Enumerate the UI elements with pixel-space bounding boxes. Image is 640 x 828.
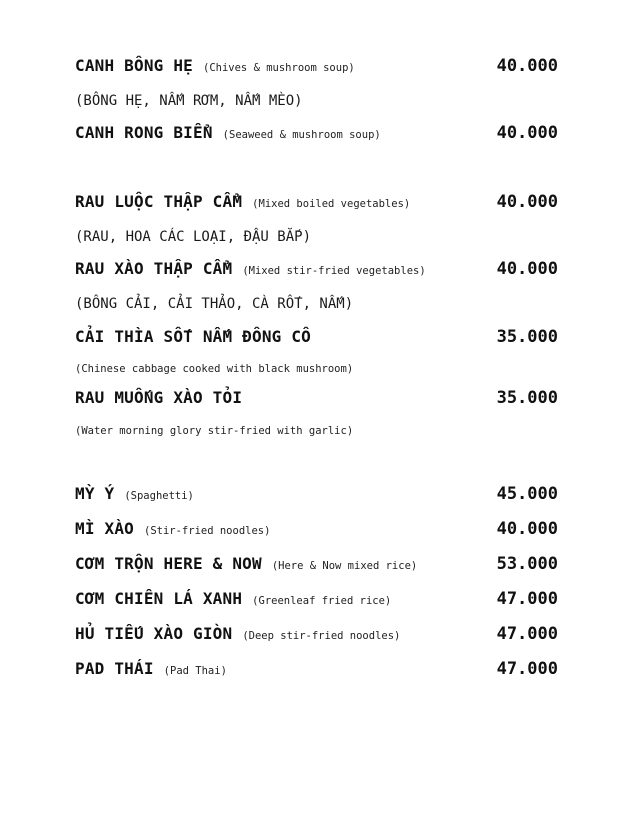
dish-english-name: (Greenleaf fried rice) (252, 595, 392, 607)
menu-item-rau-luoc-thap-cam (75, 192, 558, 216)
menu-item-com-tron-here-now (75, 554, 558, 578)
dish-name: CƠM CHIÊN LÁ XANH (75, 589, 243, 608)
menu-item-mi-xao (75, 519, 558, 543)
menu-item-my-y (75, 484, 558, 508)
dish-price: 40.000 (496, 259, 558, 279)
dish-price: 53.000 (496, 554, 558, 574)
dish-price: 40.000 (496, 123, 558, 143)
dish-ingredients: (BÔNG HẸ, NẤM RƠM, NẤM MÈO) (75, 93, 303, 109)
dish-english-description: (Water morning glory stir-fried with garlic) (75, 425, 354, 437)
dish-name: CƠM TRỘN HERE & NOW (75, 554, 262, 573)
dish-english-name: (Mixed stir-fried vegetables) (242, 265, 426, 277)
dish-name: MÌ XÀO (75, 519, 134, 538)
dish-english-name: (Here & Now mixed rice) (271, 560, 418, 572)
menu-item-canh-rong-bien (75, 123, 558, 147)
dish-english-description: (Chinese cabbage cooked with black mushroom) (75, 363, 354, 375)
dish-english-name: (Pad Thai) (163, 665, 227, 677)
dish-price: 35.000 (496, 388, 558, 408)
dish-price: 40.000 (496, 192, 558, 212)
dish-price: 47.000 (496, 624, 558, 644)
menu-item-hu-tieu-xao-gion (75, 624, 558, 648)
dish-price: 47.000 (496, 659, 558, 679)
menu-item-canh-bong-he (75, 56, 558, 80)
dish-name: CANH BÔNG HẸ (75, 56, 193, 75)
dish-name: CANH RONG BIỂN (75, 123, 213, 142)
menu-item-pad-thai (75, 659, 558, 683)
dish-english-name: (Spaghetti) (124, 490, 194, 502)
dish-english-name: (Mixed boiled vegetables) (252, 198, 411, 210)
dish-ingredients: (BÔNG CẢI, CẢI THẢO, CÀ RỐT, NẤM) (75, 296, 354, 312)
dish-name: CẢI THÌA SỐT NẤM ĐÔNG CÔ (75, 327, 311, 346)
dish-name: RAU LUỘC THẬP CẨM (75, 192, 243, 211)
dish-english-name: (Chives & mushroom soup) (203, 62, 355, 74)
dish-name: PAD THÁI (75, 659, 154, 678)
dish-price: 40.000 (496, 56, 558, 76)
dish-english-name: (Stir-fried noodles) (144, 525, 271, 537)
menu-item-rau-xao-thap-cam (75, 259, 558, 283)
menu-item-rau-muong-xao-toi (75, 388, 558, 412)
dish-price: 47.000 (496, 589, 558, 609)
dish-price: 45.000 (496, 484, 558, 504)
dish-price: 35.000 (496, 327, 558, 347)
dish-english-name: (Deep stir-fried noodles) (242, 630, 401, 642)
menu-item-cai-thia-sot-nam (75, 327, 558, 351)
dish-name: MỲ Ý (75, 484, 115, 503)
dish-name: RAU XÀO THẬP CẨM (75, 259, 233, 278)
menu-item-com-chien-la-xanh (75, 589, 558, 613)
dish-name: RAU MUỐNG XÀO TỎI (75, 388, 243, 407)
dish-english-name: (Seaweed & mushroom soup) (222, 129, 381, 141)
dish-ingredients: (RAU, HOA CÁC LOẠI, ĐẬU BẮP) (75, 229, 312, 245)
dish-name: HỦ TIẾU XÀO GIÒN (75, 624, 233, 643)
dish-price: 40.000 (496, 519, 558, 539)
